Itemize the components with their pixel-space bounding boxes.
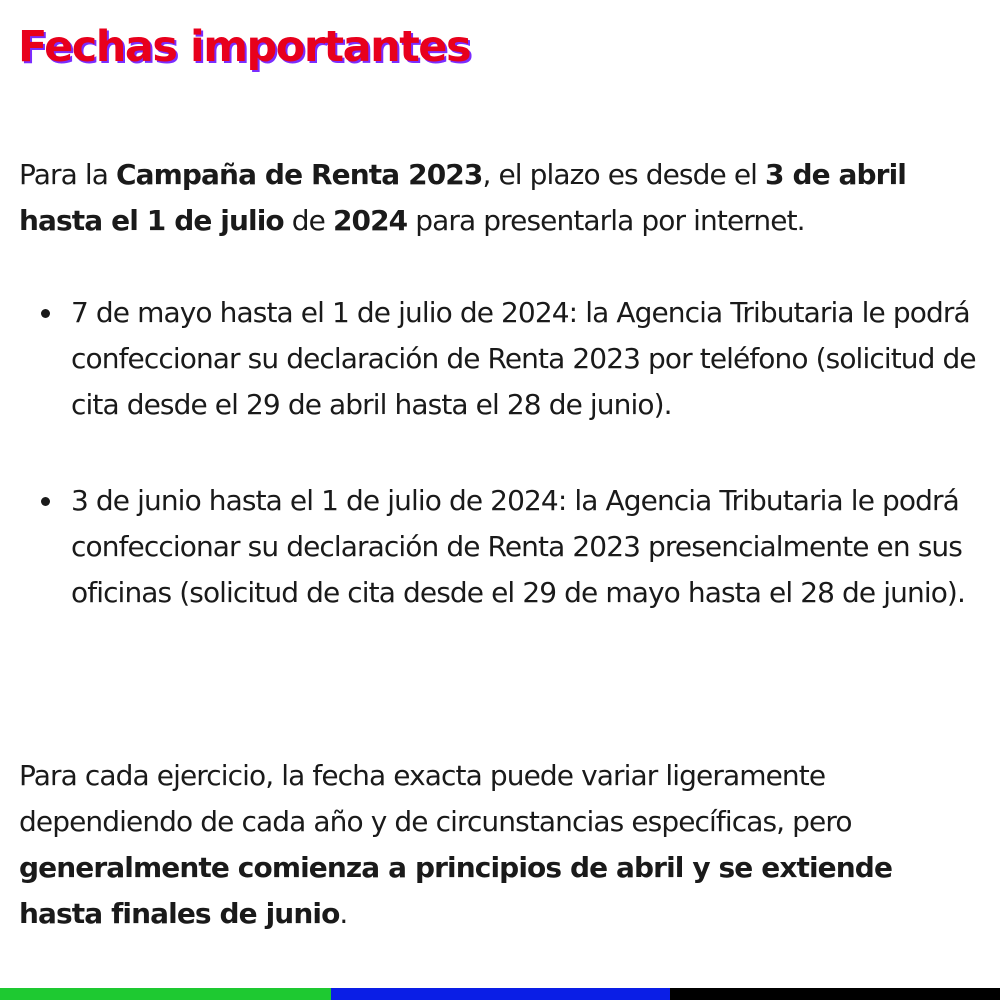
bullet-icon: [41, 497, 50, 506]
outro-text-2: .: [339, 897, 348, 930]
intro-bold-campaign: Campaña de Renta 2023: [116, 158, 483, 191]
list-item-text: 3 de junio hasta el 1 de julio de 2024: la Agencia Tributaria le podrá confeccionar su declaración de Renta 2023 presencialmente en sus oficinas (solicitud de cita desde el 29 de mayo hasta el 28 de junio).: [71, 484, 965, 609]
color-bar-black: [670, 988, 1000, 1000]
intro-text-4: para presentarla por internet.: [407, 204, 805, 237]
intro-bold-dates: 3 de abril hasta el 1 de julio: [19, 158, 906, 237]
footer-color-bar: [0, 988, 1000, 1000]
outro-text-1: Para cada ejercicio, la fecha exacta puede variar ligeramente dependiendo de cada año y de circunstancias específicas, pero: [19, 759, 852, 838]
list-item-text: 7 de mayo hasta el 1 de julio de 2024: la Agencia Tributaria le podrá confeccionar su declaración de Renta 2023 por teléfono (solicitud de cita desde el 29 de abril hasta el 28 de junio).: [71, 296, 976, 421]
outro-paragraph: [19, 753, 984, 937]
intro-text-3: de: [283, 204, 333, 237]
list-item-in-person: [19, 478, 984, 616]
page-title: Fechas importantes: [18, 22, 471, 72]
color-bar-green: [0, 988, 331, 1000]
list-item-phone: [19, 290, 984, 428]
intro-paragraph: [19, 152, 984, 244]
intro-bold-year: 2024: [332, 204, 408, 237]
color-bar-blue: [331, 988, 670, 1000]
dates-list: [19, 290, 984, 616]
intro-text-2: , el plazo es desde el: [482, 158, 766, 191]
bullet-icon: [41, 309, 50, 318]
outro-bold-summary: generalmente comienza a principios de abril y se extiende hasta finales de junio: [19, 851, 893, 930]
intro-text-1: Para la: [19, 158, 116, 191]
